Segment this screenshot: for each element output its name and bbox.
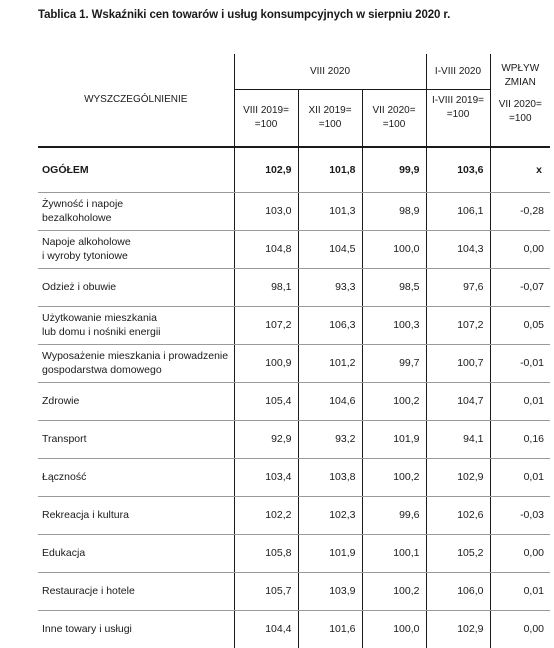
header-col-1-line1: VIII 2019= [243,104,289,116]
row-value-col-2: 101,8 [298,147,362,193]
row-value-col-5: 0,00 [490,534,550,572]
table-row [38,534,550,572]
row-value-col-2: 101,9 [298,534,362,572]
row-value-col-3: 98,5 [362,268,426,306]
row-label-line: lub domu i nośniki energii [42,326,161,338]
row-label [38,230,234,268]
table-row [38,230,550,268]
row-label-line: gospodarstwa domowego [42,364,162,376]
row-value-col-5: 0,05 [490,306,550,344]
row-value-col-3: 98,9 [362,192,426,230]
row-value-col-2: 101,6 [298,610,362,648]
row-value-col-2: 93,2 [298,420,362,458]
row-value-col-4: 107,2 [426,306,490,344]
header-col-2-line2: =100 [318,118,342,130]
header-impact-line2: ZMIAN [504,76,536,88]
row-value-col-5: 0,00 [490,610,550,648]
table-row [38,344,550,382]
row-value-col-4: 106,1 [426,192,490,230]
row-label [38,147,234,193]
row-label-line: Łączność [42,471,87,483]
table-row [38,458,550,496]
table-row [38,306,550,344]
row-value-col-5: 0,01 [490,572,550,610]
row-label-line: Żywność i napoje [42,198,124,210]
row-value-col-4: 97,6 [426,268,490,306]
row-value-col-5: 0,00 [490,230,550,268]
header-col-3-line1: VII 2020= [372,104,416,116]
row-value-col-5: -0,03 [490,496,550,534]
row-value-col-4: 102,9 [426,458,490,496]
row-value-col-1: 102,9 [234,147,298,193]
row-value-col-4: 102,9 [426,610,490,648]
row-value-col-1: 92,9 [234,420,298,458]
row-value-col-3: 99,6 [362,496,426,534]
price-index-table [38,54,550,648]
table-row [38,192,550,230]
header-col-1 [234,90,298,147]
header-col-3 [362,90,426,147]
row-value-col-3: 99,7 [362,344,426,382]
row-label-line: Edukacja [42,547,86,559]
header-col-1-line2: =100 [254,118,278,130]
header-col-5-line2: =100 [508,112,532,124]
row-value-col-1: 107,2 [234,306,298,344]
row-value-col-4: 102,6 [426,496,490,534]
row-value-col-3: 100,2 [362,572,426,610]
row-label-line: i wyroby tytoniowe [42,250,128,262]
row-value-col-1: 100,9 [234,344,298,382]
row-value-col-3: 100,2 [362,382,426,420]
row-value-col-1: 105,8 [234,534,298,572]
row-label-line: OGÓŁEM [42,163,89,176]
table-row [38,496,550,534]
header-col-4 [426,90,490,147]
row-label [38,572,234,610]
row-value-col-3: 100,0 [362,610,426,648]
row-label [38,192,234,230]
row-value-col-2: 101,2 [298,344,362,382]
header-group-impact [490,54,550,90]
row-label-line: Rekreacja i kultura [42,509,129,521]
row-value-col-5: 0,01 [490,458,550,496]
header-group-i-viii-2020: I-VIII 2020 [426,54,490,90]
row-value-col-3: 99,9 [362,147,426,193]
row-value-col-5: 0,01 [490,382,550,420]
row-label-line: bezalkoholowe [42,212,112,224]
row-value-col-1: 105,7 [234,572,298,610]
row-label [38,306,234,344]
row-label [38,344,234,382]
header-col-5 [490,90,550,147]
row-label-line: Użytkowanie mieszkania [42,312,157,324]
row-value-col-4: 103,6 [426,147,490,193]
table-row [38,382,550,420]
row-value-col-4: 106,0 [426,572,490,610]
row-label [38,458,234,496]
row-value-col-5: -0,01 [490,344,550,382]
table-row [38,420,550,458]
row-value-col-1: 104,4 [234,610,298,648]
row-label [38,610,234,648]
row-value-col-1: 103,0 [234,192,298,230]
row-value-col-5: -0,07 [490,268,550,306]
row-value-col-3: 101,9 [362,420,426,458]
row-value-col-1: 98,1 [234,268,298,306]
table-row [38,572,550,610]
row-value-col-4: 94,1 [426,420,490,458]
row-value-col-1: 105,4 [234,382,298,420]
row-value-col-3: 100,2 [362,458,426,496]
row-label [38,496,234,534]
row-value-col-4: 104,7 [426,382,490,420]
row-label [38,534,234,572]
header-group-viii-2020: VIII 2020 [234,54,426,90]
row-label-line: Zdrowie [42,395,80,407]
row-value-col-2: 104,6 [298,382,362,420]
row-label [38,268,234,306]
header-col-4-line1: I-VIII 2019= [432,95,484,106]
table-row [38,147,550,193]
table-row [38,268,550,306]
row-value-col-2: 106,3 [298,306,362,344]
row-value-col-3: 100,1 [362,534,426,572]
row-value-col-4: 105,2 [426,534,490,572]
row-value-col-4: 100,7 [426,344,490,382]
row-value-col-1: 104,8 [234,230,298,268]
header-impact-line1: WPŁYW [501,62,540,74]
row-value-col-1: 103,4 [234,458,298,496]
row-label-line: Transport [42,433,87,445]
row-label-line: Odzież i obuwie [42,281,117,293]
row-value-col-2: 103,9 [298,572,362,610]
table-row [38,610,550,648]
row-value-col-5: -0,28 [490,192,550,230]
table-title: Tablica 1. Wskaźniki cen towarów i usług konsumpcyjnych w sierpniu 2020 r. [38,9,451,21]
row-value-col-4: 104,3 [426,230,490,268]
row-value-col-1: 102,2 [234,496,298,534]
row-value-col-2: 93,3 [298,268,362,306]
row-value-col-3: 100,3 [362,306,426,344]
header-col-2-line1: XII 2019= [308,104,352,116]
header-col-3-line2: =100 [382,118,406,130]
row-value-col-2: 104,5 [298,230,362,268]
row-value-col-2: 102,3 [298,496,362,534]
table-body [38,147,550,648]
row-label-line: Napoje alkoholowe [42,236,131,248]
row-value-col-2: 101,3 [298,192,362,230]
row-value-col-5: 0,16 [490,420,550,458]
header-col-2 [298,90,362,147]
row-value-col-3: 100,0 [362,230,426,268]
row-label [38,382,234,420]
header-col-5-line1: VII 2020= [498,98,542,110]
row-label [38,420,234,458]
row-label-line: Inne towary i usługi [42,623,132,635]
row-label-line: Restauracje i hotele [42,585,135,597]
row-value-col-2: 103,8 [298,458,362,496]
row-value-col-5: x [490,147,550,193]
row-label-line: Wyposażenie mieszkania i prowadzenie [42,350,229,362]
header-col-4-line2: =100 [446,109,470,120]
header-label-column: WYSZCZEGÓLNIENIE [84,93,188,105]
